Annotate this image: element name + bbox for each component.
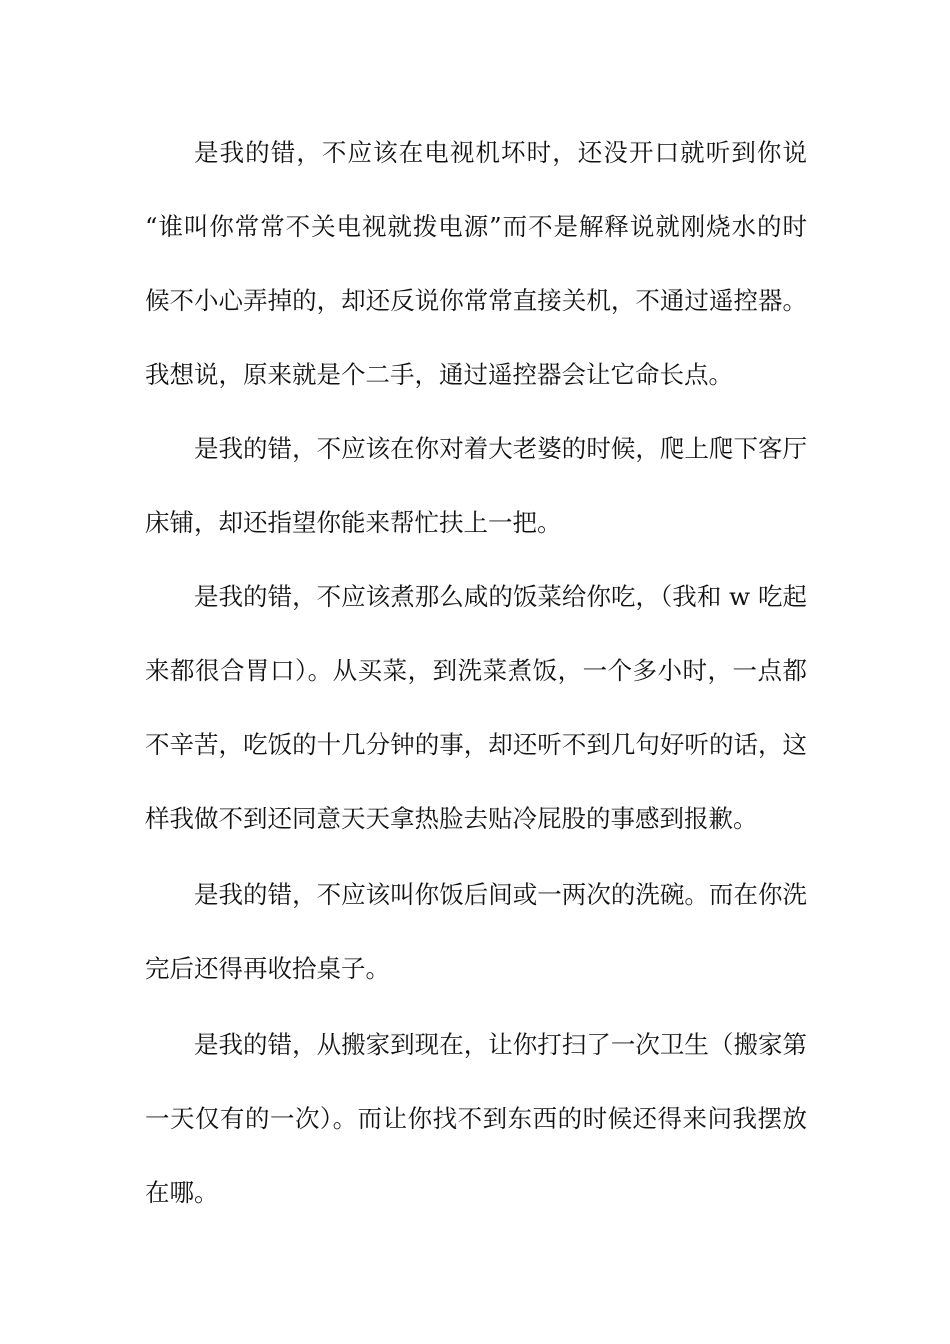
paragraph-1-line-3: 候不小心弄掉的，却还反说你常常直接关机，不通过遥控器。	[145, 286, 807, 315]
paragraph-1-line-1: 是我的错，不应该在电视机坏时，还没开口就听到你说	[194, 138, 807, 167]
paragraph-1-line-2: “谁叫你常常不关电视就拨电源”而不是解释说就刚烧水的时	[145, 212, 807, 241]
paragraph-3-line-1: 是我的错，不应该煮那么咸的饭菜给你吃，（我和 w 吃起	[194, 582, 807, 611]
paragraph-5-line-3: 在哪。	[145, 1178, 219, 1207]
paragraph-3-line-4: 样我做不到还同意天天拿热脸去贴冷屁股的事感到报歉。	[145, 804, 758, 833]
paragraph-4-line-2: 完后还得再收拾桌子。	[145, 954, 390, 983]
paragraph-3-line-3: 不辛苦，吃饭的十几分钟的事，却还听不到几句好听的话，这	[145, 730, 807, 759]
paragraph-1-line-4: 我想说，原来就是个二手，通过遥控器会让它命长点。	[145, 360, 733, 389]
paragraph-2-line-2: 床铺，却还指望你能来帮忙扶上一把。	[145, 508, 562, 537]
paragraph-5-line-2: 一天仅有的一次）。而让你找不到东西的时候还得来问我摆放	[145, 1104, 807, 1133]
paragraph-2-line-1: 是我的错，不应该在你对着大老婆的时候，爬上爬下客厅	[194, 434, 807, 463]
paragraph-5-line-1: 是我的错，从搬家到现在，让你打扫了一次卫生（搬家第	[194, 1030, 807, 1059]
paragraph-4-line-1: 是我的错，不应该叫你饭后间或一两次的洗碗。而在你洗	[194, 880, 807, 909]
paragraph-3-line-2: 来都很合胃口）。从买菜，到洗菜煮饭，一个多小时，一点都	[145, 656, 807, 685]
